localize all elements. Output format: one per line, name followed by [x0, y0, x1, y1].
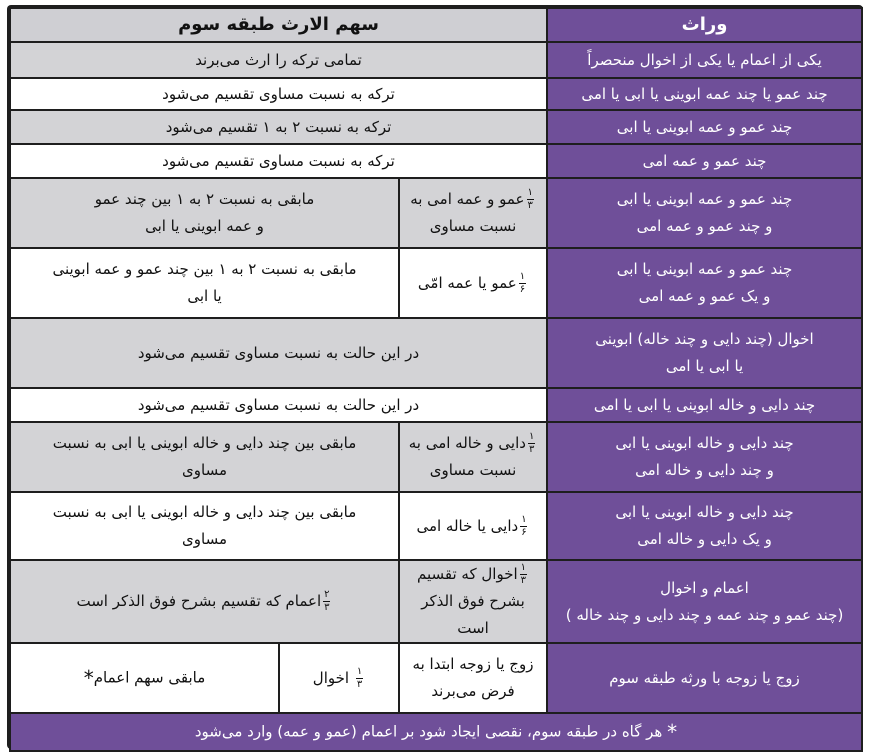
- heir-line: چند دایی و خاله ابوینی یا ابی: [615, 434, 794, 453]
- fixed-share-cell: [399, 492, 547, 560]
- maternal-uncles-share-cell: [279, 643, 399, 713]
- asterisk-mark: *: [667, 720, 678, 745]
- table-row: [10, 643, 862, 713]
- share-cell: در این حالت به نسبت مساوی تقسیم می‌شود: [10, 388, 547, 422]
- asterisk-mark: *: [83, 666, 94, 691]
- share-line: مابقی بین چند دایی و خاله ابوینی یا ابی به نسبت: [52, 434, 357, 453]
- heirs-table-frame: [7, 5, 863, 749]
- share-line: نسبت مساوی: [429, 461, 517, 480]
- heir-cell: چند عمو یا چند عمه ابوینی یا ابی یا امی: [547, 78, 862, 110]
- share-line: مابقی بین چند دایی و خاله ابوینی یا ابی به نسبت: [52, 503, 357, 522]
- heir-cell: [547, 422, 862, 492]
- inheritance-table: [9, 7, 863, 752]
- fixed-share-cell: [399, 178, 547, 248]
- table-row: [10, 178, 862, 248]
- table-row: [10, 492, 862, 560]
- heir-cell: چند عمو و عمه ابوینی یا ابی: [547, 110, 862, 144]
- heir-cell: [547, 560, 862, 643]
- share-line: مساوی: [182, 461, 227, 480]
- heir-cell: [547, 318, 862, 388]
- share-line: فرض می‌برند: [431, 682, 515, 701]
- footnote-text: هر گاه در طبقه سوم، نقصی ایجاد شود بر اعمام (عمو و عمه) وارد می‌شود: [194, 722, 663, 741]
- heir-cell: چند عمو و عمه امی: [547, 144, 862, 178]
- remainder-cell: [10, 560, 399, 643]
- table-row: [10, 110, 862, 144]
- table-row: [10, 388, 862, 422]
- fixed-share-cell: [399, 643, 547, 713]
- share-line: نسبت مساوی: [429, 217, 517, 236]
- share-column-header: سهم الارث طبقه سوم: [10, 8, 547, 42]
- share-line: مساوی: [182, 530, 227, 549]
- table-row: [10, 422, 862, 492]
- heir-line: یا ابی یا امی: [665, 357, 744, 376]
- share-line: یا ابی: [187, 287, 222, 306]
- share-line: مابقی به نسبت ۲ به ۱ بین چند عمو: [94, 190, 315, 209]
- share-line: مابقی به نسبت ۲ به ۱ بین چند عمو و عمه ابوینی: [52, 260, 357, 279]
- share-cell: در این حالت به نسبت مساوی تقسیم می‌شود: [10, 318, 547, 388]
- share-line: اخوال که تقسیم: [417, 565, 518, 584]
- fraction: $\frac{۲}{۳}$: [324, 589, 330, 614]
- share-line: و عمه ابوینی یا ابی: [145, 217, 264, 236]
- fraction: $\frac{۱}{۶}$: [521, 513, 527, 538]
- heir-line: و چند عمو و عمه امی: [636, 217, 773, 236]
- table-row: [10, 318, 862, 388]
- fraction: $\frac{۱}{۶}$: [519, 270, 526, 295]
- footnote: [10, 713, 862, 751]
- share-line: عمو و عمه امی به: [410, 190, 525, 209]
- fraction: $\frac{۱}{۳}$: [528, 431, 535, 456]
- heir-cell: یکی از اعمام یا یکی از اخوال منحصراً: [547, 42, 862, 78]
- heir-line: و یک دایی و خاله امی: [637, 530, 772, 549]
- table-header-row: [10, 8, 862, 42]
- share-line: زوج یا زوجه ابتدا به: [412, 655, 534, 674]
- fixed-share-cell: [399, 560, 547, 643]
- table-row: [10, 144, 862, 178]
- heir-line: و یک عمو و عمه امی: [638, 287, 771, 306]
- table-row: [10, 248, 862, 318]
- share-cell: ترکه به نسبت مساوی تقسیم می‌شود: [10, 144, 547, 178]
- share-cell: ترکه به نسبت ۲ به ۱ تقسیم می‌شود: [10, 110, 547, 144]
- share-line: مابقی سهم اعمام: [93, 668, 206, 687]
- remainder-cell: [10, 643, 279, 713]
- share-line: دایی یا خاله امی: [416, 516, 519, 535]
- heir-cell: زوج یا زوجه با ورثه طبقه سوم: [547, 643, 862, 713]
- remainder-cell: [10, 178, 399, 248]
- heir-cell: چند دایی و خاله ابوینی یا ابی یا امی: [547, 388, 862, 422]
- heir-cell: [547, 178, 862, 248]
- share-line: اعمام که تقسیم بشرح فوق الذکر است: [76, 592, 322, 611]
- heir-line: چند عمو و عمه ابوینی یا ابی: [616, 190, 793, 209]
- heir-line: و چند دایی و خاله امی: [635, 461, 774, 480]
- fraction: $\frac{۱}{۳}$: [356, 665, 363, 690]
- heir-line: چند دایی و خاله ابوینی یا ابی: [615, 503, 794, 522]
- share-line: اخوال: [312, 668, 350, 687]
- fixed-share-cell: [399, 422, 547, 492]
- fraction: $\frac{۱}{۳}$: [527, 187, 533, 212]
- share-line: عمو یا عمه امّی: [417, 273, 517, 292]
- heir-line: (چند عمو و چند عمه و چند دایی و چند خاله ): [565, 605, 844, 624]
- table-row: [10, 42, 862, 78]
- heir-cell: [547, 492, 862, 560]
- share-line: دایی و خاله امی به: [408, 434, 526, 453]
- footer-row: [10, 713, 862, 751]
- remainder-cell: [10, 422, 399, 492]
- remainder-cell: [10, 248, 399, 318]
- heir-cell: [547, 248, 862, 318]
- fraction: $\frac{۱}{۳}$: [520, 562, 527, 587]
- table-row: [10, 560, 862, 643]
- heirs-column-header: وراث: [547, 8, 862, 42]
- fixed-share-cell: [399, 248, 547, 318]
- remainder-cell: [10, 492, 399, 560]
- share-cell: ترکه به نسبت مساوی تقسیم می‌شود: [10, 78, 547, 110]
- heir-line: اعمام و اخوال: [660, 578, 749, 597]
- table-row: [10, 78, 862, 110]
- heir-line: اخوال (چند دایی و چند خاله) ابوینی: [595, 330, 814, 349]
- share-cell: تمامی ترکه را ارث می‌برند: [10, 42, 547, 78]
- share-line: بشرح فوق الذکر است: [421, 592, 525, 638]
- heir-line: چند عمو و عمه ابوینی یا ابی: [616, 260, 793, 279]
